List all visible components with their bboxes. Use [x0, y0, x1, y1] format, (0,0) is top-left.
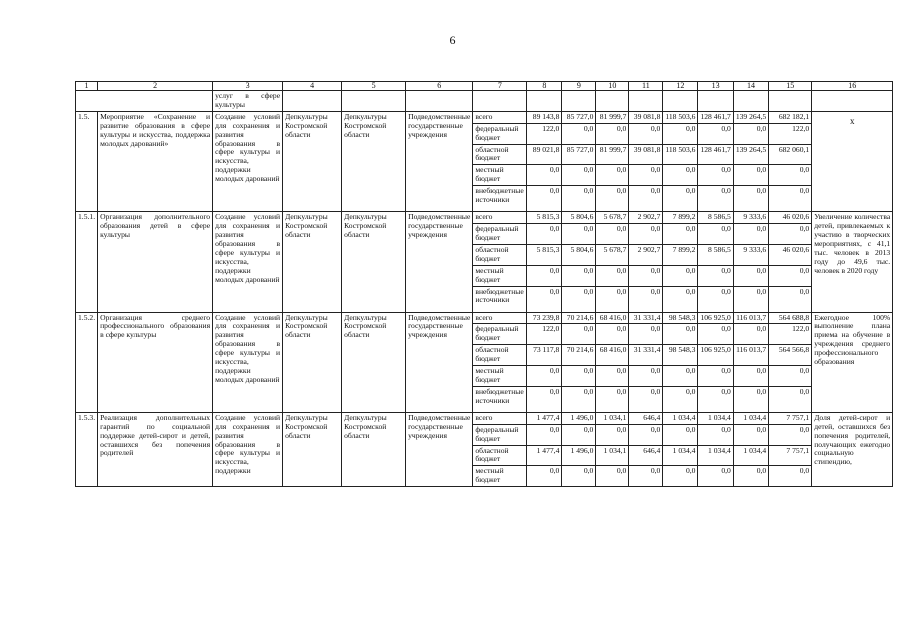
funding-source: федеральный бюджет — [473, 324, 527, 345]
header-row — [76, 82, 893, 91]
funding-value: 0,0 — [596, 165, 629, 186]
funding-source: федеральный бюджет — [473, 123, 527, 144]
funding-value: 0,0 — [663, 424, 698, 445]
funding-value: 68 416,0 — [596, 312, 629, 324]
item-number: 1.5.1. — [76, 212, 98, 312]
funding-value: 0,0 — [733, 286, 768, 312]
expected-result — [812, 312, 893, 412]
funding-value: 0,0 — [733, 265, 768, 286]
funding-value: 0,0 — [596, 324, 629, 345]
funding-value: 0,0 — [562, 123, 596, 144]
funding-value: 0,0 — [527, 186, 562, 212]
funding-value: 118 503,6 — [663, 144, 698, 165]
funding-value: 0,0 — [596, 224, 629, 245]
funding-source: местный бюджет — [473, 165, 527, 186]
funding-value: 0,0 — [629, 386, 663, 412]
funding-value: 0,0 — [733, 165, 768, 186]
funding-value: 0,0 — [733, 324, 768, 345]
funding-value: 0,0 — [769, 286, 812, 312]
funding-source: внебюджетные источники — [473, 386, 527, 412]
funding-value: 0,0 — [596, 424, 629, 445]
funding-value: 116 013,7 — [733, 345, 768, 366]
funding-value: 0,0 — [769, 265, 812, 286]
item-executor: Депкультуры Костромской области — [342, 212, 406, 312]
funding-value: 122,0 — [769, 324, 812, 345]
funding-value: 0,0 — [698, 286, 733, 312]
funding-value: 1 034,4 — [733, 445, 768, 466]
funding-value: 0,0 — [562, 224, 596, 245]
funding-value: 0,0 — [663, 324, 698, 345]
funding-value: 0,0 — [527, 224, 562, 245]
funding-value: 85 727,0 — [562, 144, 596, 165]
funding-value: 0,0 — [663, 265, 698, 286]
funding-value: 46 020,6 — [769, 212, 812, 224]
funding-value: 8 586,5 — [698, 212, 733, 224]
funding-value: 0,0 — [698, 386, 733, 412]
item-customer: Депкультуры Костромской области — [283, 212, 342, 312]
funding-value: 0,0 — [663, 123, 698, 144]
table-row — [76, 212, 893, 224]
item-name: Мероприятие «Сохранение и развитие образования в сфере культуры и искусства, поддержка молодых дарований» — [98, 111, 213, 211]
funding-value: 0,0 — [733, 186, 768, 212]
funding-value: 139 264,5 — [733, 111, 768, 123]
funding-value: 85 727,0 — [562, 111, 596, 123]
funding-value: 5 804,6 — [562, 212, 596, 224]
table-row — [76, 111, 893, 123]
funding-value: 564 688,8 — [769, 312, 812, 324]
funding-value: 0,0 — [733, 424, 768, 445]
funding-value: 9 333,6 — [733, 212, 768, 224]
funding-source: внебюджетные источники — [473, 186, 527, 212]
funding-value: 73 117,8 — [527, 345, 562, 366]
funding-value: 0,0 — [698, 424, 733, 445]
funding-value: 7 757,1 — [769, 445, 812, 466]
empty-cell — [812, 91, 893, 112]
column-header: 13 — [698, 82, 733, 91]
funding-value: 118 503,6 — [663, 111, 698, 123]
item-executor: Депкультуры Костромской области — [342, 412, 406, 486]
funding-value: 81 999,7 — [596, 144, 629, 165]
funding-value: 0,0 — [663, 366, 698, 387]
item-goal: Создание условий для сохранения и развития образования в сфере культуры и искусства, поддержки молодых дарований — [213, 111, 283, 211]
funding-value: 89 021,8 — [527, 144, 562, 165]
funding-value: 39 081,8 — [629, 111, 663, 123]
funding-value: 0,0 — [562, 324, 596, 345]
funding-value: 122,0 — [527, 123, 562, 144]
funding-value: 0,0 — [733, 224, 768, 245]
funding-value: 0,0 — [663, 286, 698, 312]
column-header: 4 — [283, 82, 342, 91]
funding-value: 81 999,7 — [596, 111, 629, 123]
funding-value: 8 586,5 — [698, 244, 733, 265]
funding-value: 0,0 — [562, 265, 596, 286]
carry-over-row — [76, 91, 893, 112]
funding-source: местный бюджет — [473, 265, 527, 286]
funding-value: 1 496,0 — [562, 445, 596, 466]
funding-value: 0,0 — [596, 286, 629, 312]
funding-value: 7 899,2 — [663, 244, 698, 265]
column-header: 15 — [769, 82, 812, 91]
funding-value: 0,0 — [629, 424, 663, 445]
funding-value: 0,0 — [562, 186, 596, 212]
funding-value: 9 333,6 — [733, 244, 768, 265]
empty-cell — [406, 91, 473, 112]
funding-value: 0,0 — [698, 366, 733, 387]
funding-value: 0,0 — [629, 366, 663, 387]
column-header: 2 — [98, 82, 213, 91]
funding-value: 0,0 — [596, 386, 629, 412]
item-goal: Создание условий для сохранения и развития образования в сфере культуры и искусства, поддержки молодых дарований — [213, 212, 283, 312]
empty-cell — [562, 91, 596, 112]
funding-value: 0,0 — [663, 186, 698, 212]
funding-value: 0,0 — [527, 386, 562, 412]
funding-value: 106 925,0 — [698, 345, 733, 366]
funding-value: 106 925,0 — [698, 312, 733, 324]
funding-value: 70 214,6 — [562, 312, 596, 324]
funding-value: 0,0 — [663, 466, 698, 487]
column-header: 16 — [812, 82, 893, 91]
funding-value: 0,0 — [527, 466, 562, 487]
funding-value: 116 013,7 — [733, 312, 768, 324]
column-header: 8 — [527, 82, 562, 91]
funding-value: 0,0 — [663, 165, 698, 186]
page-number: 6 — [449, 33, 456, 47]
column-header: 5 — [342, 82, 406, 91]
funding-value: 0,0 — [562, 386, 596, 412]
funding-value: 0,0 — [698, 265, 733, 286]
funding-value: 0,0 — [527, 366, 562, 387]
funding-source: областной бюджет — [473, 144, 527, 165]
empty-cell — [629, 91, 663, 112]
funding-value: 128 461,7 — [698, 111, 733, 123]
funding-value: 46 020,6 — [769, 244, 812, 265]
funding-value: 0,0 — [769, 424, 812, 445]
funding-value: 1 034,1 — [596, 412, 629, 424]
funding-value: 0,0 — [698, 466, 733, 487]
table-row — [76, 312, 893, 324]
funding-value: 0,0 — [733, 366, 768, 387]
result-text: Ежегодное 100% выполнение плана приема на обучение в учреждения среднего профессионального образования — [814, 312, 891, 367]
funding-value: 0,0 — [629, 224, 663, 245]
x-mark: x — [849, 115, 855, 126]
funding-value: 0,0 — [769, 466, 812, 487]
carry-over-text: услуг в сфере культуры — [213, 91, 283, 112]
funding-value: 70 214,6 — [562, 345, 596, 366]
funding-value: 564 566,8 — [769, 345, 812, 366]
funding-value: 2 902,7 — [629, 244, 663, 265]
empty-cell — [283, 91, 342, 112]
funding-value: 0,0 — [769, 366, 812, 387]
funding-value: 0,0 — [527, 265, 562, 286]
item-recipient: Подведомственные государственные учреждения — [406, 111, 473, 211]
item-number: 1.5. — [76, 111, 98, 211]
funding-value: 0,0 — [733, 123, 768, 144]
expected-result — [812, 111, 893, 211]
funding-value: 0,0 — [698, 186, 733, 212]
funding-value: 0,0 — [769, 386, 812, 412]
funding-value: 1 496,0 — [562, 412, 596, 424]
funding-value: 139 264,5 — [733, 144, 768, 165]
funding-value: 0,0 — [733, 386, 768, 412]
funding-value: 0,0 — [629, 123, 663, 144]
funding-value: 0,0 — [629, 466, 663, 487]
funding-source: федеральный бюджет — [473, 224, 527, 245]
column-header: 6 — [406, 82, 473, 91]
funding-value: 68 416,0 — [596, 345, 629, 366]
item-goal: Создание условий для сохранения и развития образования в сфере культуры и искусства, поддержки молодых дарований — [213, 312, 283, 412]
funding-value: 1 034,4 — [733, 412, 768, 424]
funding-value: 1 034,1 — [596, 445, 629, 466]
empty-cell — [733, 91, 768, 112]
funding-value: 39 081,8 — [629, 144, 663, 165]
funding-value: 646,4 — [629, 412, 663, 424]
funding-value: 0,0 — [698, 123, 733, 144]
funding-value: 122,0 — [527, 324, 562, 345]
item-recipient: Подведомственные государственные учреждения — [406, 412, 473, 486]
funding-value: 646,4 — [629, 445, 663, 466]
funding-value: 0,0 — [527, 424, 562, 445]
funding-value: 0,0 — [596, 466, 629, 487]
funding-value: 0,0 — [698, 324, 733, 345]
column-header: 9 — [562, 82, 596, 91]
item-name: Реализация дополнительных гарантий по социальной поддержке детей-сирот и детей, оставшихся без попечения родителей — [98, 412, 213, 486]
item-recipient: Подведомственные государственные учреждения — [406, 212, 473, 312]
result-text: Доля детей-сирот и детей, оставшихся без попечения родителей, получающих ежегодно социальную стипендию, — [814, 412, 891, 467]
funding-value: 0,0 — [663, 386, 698, 412]
funding-value: 5 678,7 — [596, 212, 629, 224]
funding-value: 0,0 — [733, 466, 768, 487]
funding-value: 0,0 — [562, 165, 596, 186]
item-customer: Депкультуры Костромской области — [283, 312, 342, 412]
result-text: Увеличение количества детей, привлекаемых к участию в творческих мероприятиях, с 41,1 тыс. человек в 2013 году до 49,6 тыс. человек в 2020 году — [814, 212, 891, 275]
column-header: 11 — [629, 82, 663, 91]
funding-source: всего — [473, 312, 527, 324]
funding-source: всего — [473, 212, 527, 224]
item-name: Организация дополнительного образования детей в сфере культуры — [98, 212, 213, 312]
item-goal: Создание условий для сохранения и развития образования в сфере культуры и искусства, поддержки — [213, 412, 283, 486]
empty-cell — [769, 91, 812, 112]
funding-value: 0,0 — [629, 165, 663, 186]
item-customer: Депкультуры Костромской области — [283, 111, 342, 211]
funding-value: 98 548,3 — [663, 345, 698, 366]
funding-value: 1 034,4 — [698, 445, 733, 466]
funding-value: 31 331,4 — [629, 312, 663, 324]
funding-value: 0,0 — [562, 366, 596, 387]
funding-source: местный бюджет — [473, 366, 527, 387]
funding-value: 0,0 — [769, 165, 812, 186]
funding-value: 98 548,3 — [663, 312, 698, 324]
funding-value: 0,0 — [698, 165, 733, 186]
funding-value: 5 804,6 — [562, 244, 596, 265]
funding-value: 7 757,1 — [769, 412, 812, 424]
funding-value: 128 461,7 — [698, 144, 733, 165]
funding-value: 0,0 — [663, 224, 698, 245]
column-header: 10 — [596, 82, 629, 91]
funding-value: 0,0 — [769, 186, 812, 212]
item-executor: Депкультуры Костромской области — [342, 312, 406, 412]
funding-value: 0,0 — [629, 265, 663, 286]
table-row — [76, 412, 893, 424]
funding-value: 1 477,4 — [527, 412, 562, 424]
funding-value: 0,0 — [629, 286, 663, 312]
funding-value: 5 815,3 — [527, 212, 562, 224]
funding-source: федеральный бюджет — [473, 424, 527, 445]
empty-cell — [76, 91, 213, 112]
funding-value: 31 331,4 — [629, 345, 663, 366]
funding-source: областной бюджет — [473, 445, 527, 466]
expected-result — [812, 412, 893, 486]
funding-source: местный бюджет — [473, 466, 527, 487]
funding-value: 0,0 — [698, 224, 733, 245]
item-customer: Депкультуры Костромской области — [283, 412, 342, 486]
funding-value: 0,0 — [562, 424, 596, 445]
column-header: 1 — [76, 82, 98, 91]
funding-value: 1 034,4 — [698, 412, 733, 424]
funding-value: 0,0 — [596, 265, 629, 286]
item-number: 1.5.2. — [76, 312, 98, 412]
empty-cell — [473, 91, 527, 112]
funding-value: 89 143,8 — [527, 111, 562, 123]
funding-value: 1 034,4 — [663, 412, 698, 424]
funding-value: 682 182,1 — [769, 111, 812, 123]
funding-value: 5 678,7 — [596, 244, 629, 265]
funding-value: 0,0 — [769, 224, 812, 245]
funding-table — [75, 81, 893, 487]
empty-cell — [527, 91, 562, 112]
funding-source: внебюджетные источники — [473, 286, 527, 312]
funding-value: 0,0 — [527, 286, 562, 312]
funding-value: 0,0 — [596, 186, 629, 212]
funding-value: 0,0 — [596, 123, 629, 144]
empty-cell — [663, 91, 698, 112]
empty-cell — [698, 91, 733, 112]
funding-value: 0,0 — [629, 186, 663, 212]
empty-cell — [342, 91, 406, 112]
expected-result — [812, 212, 893, 312]
funding-source: всего — [473, 111, 527, 123]
funding-value: 2 902,7 — [629, 212, 663, 224]
funding-value: 5 815,3 — [527, 244, 562, 265]
funding-value: 1 477,4 — [527, 445, 562, 466]
funding-value: 0,0 — [562, 286, 596, 312]
item-number: 1.5.3. — [76, 412, 98, 486]
funding-value: 682 060,1 — [769, 144, 812, 165]
item-name: Организация среднего профессионального образования в сфере культуры — [98, 312, 213, 412]
funding-value: 73 239,8 — [527, 312, 562, 324]
funding-value: 0,0 — [527, 165, 562, 186]
funding-value: 7 899,2 — [663, 212, 698, 224]
funding-value: 0,0 — [596, 366, 629, 387]
funding-value: 122,0 — [769, 123, 812, 144]
funding-value: 0,0 — [562, 466, 596, 487]
empty-cell — [596, 91, 629, 112]
funding-value: 0,0 — [629, 324, 663, 345]
funding-source: областной бюджет — [473, 244, 527, 265]
funding-source: областной бюджет — [473, 345, 527, 366]
column-header: 7 — [473, 82, 527, 91]
funding-source: всего — [473, 412, 527, 424]
column-header: 12 — [663, 82, 698, 91]
item-executor: Депкультуры Костромской области — [342, 111, 406, 211]
item-recipient: Подведомственные государственные учреждения — [406, 312, 473, 412]
column-header: 14 — [733, 82, 768, 91]
funding-value: 1 034,4 — [663, 445, 698, 466]
column-header: 3 — [213, 82, 283, 91]
